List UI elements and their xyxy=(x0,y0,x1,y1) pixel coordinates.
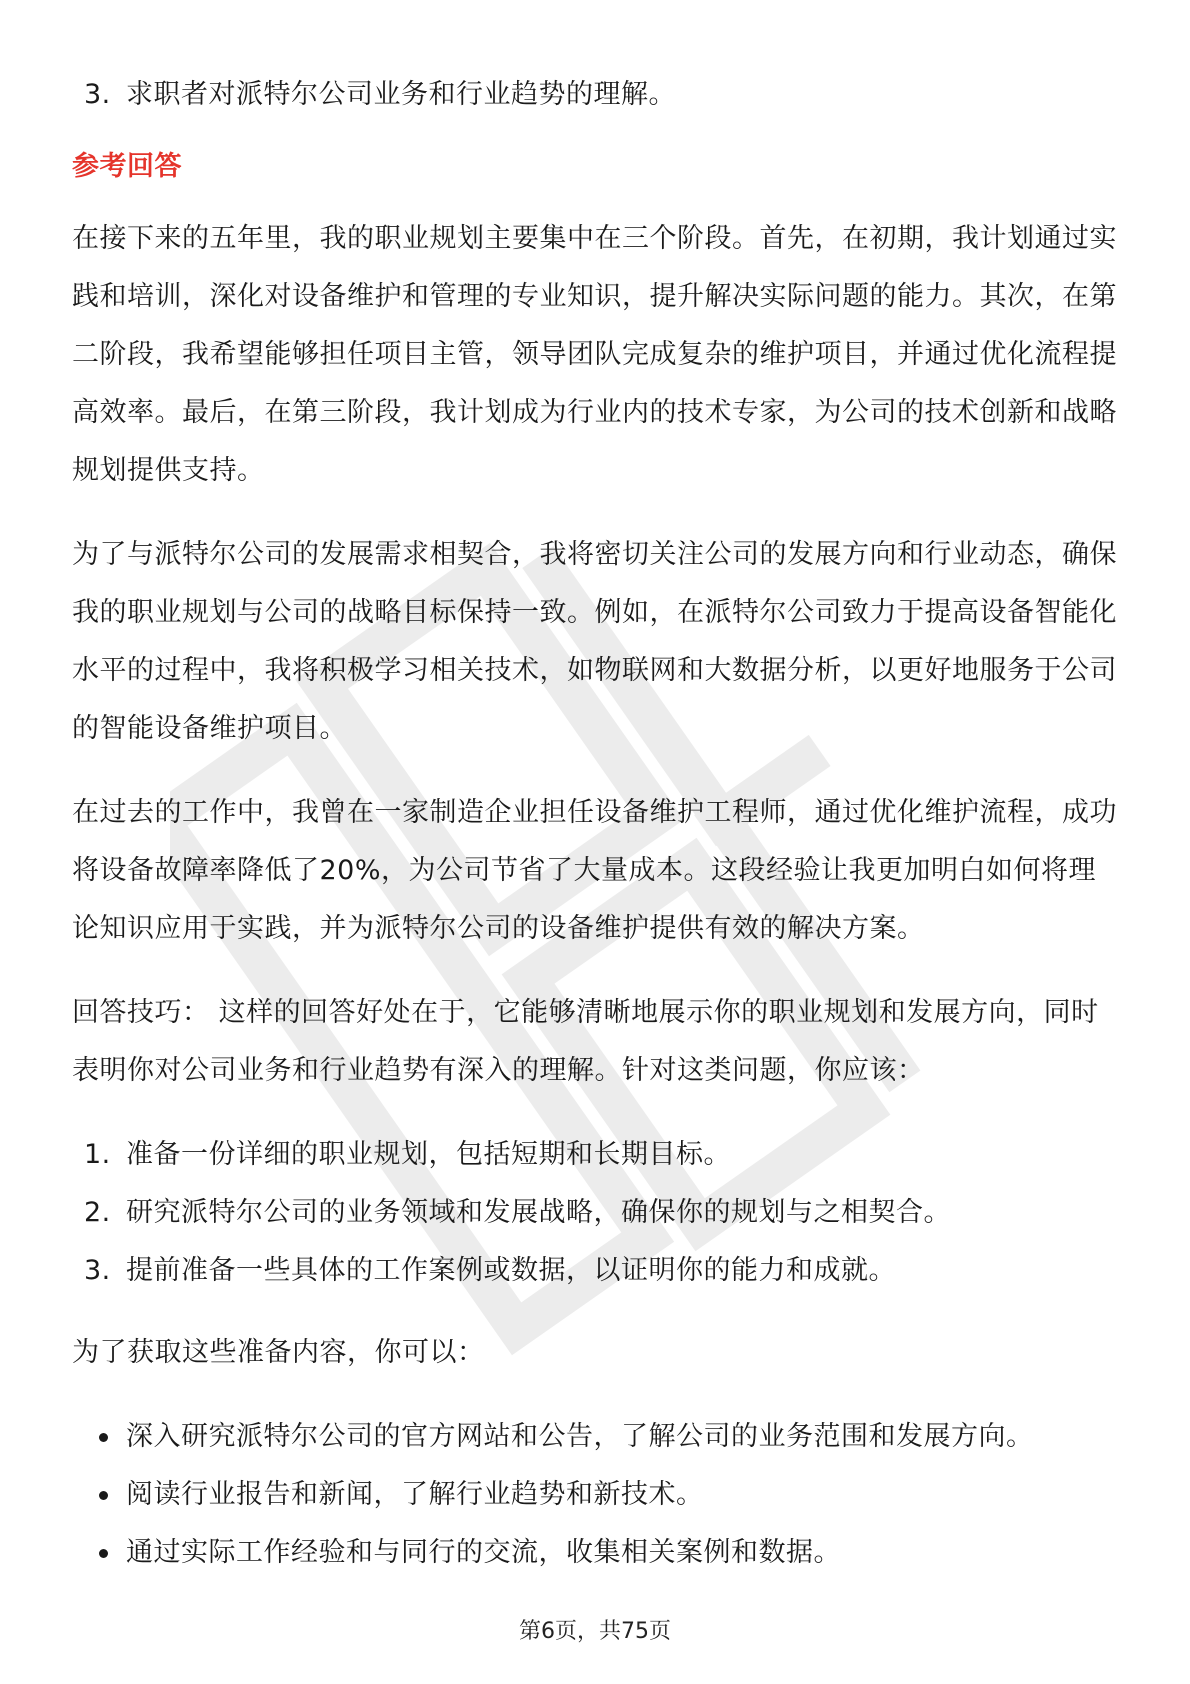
tips-numbered-list xyxy=(72,1126,1122,1300)
bullet-item xyxy=(72,1524,1122,1582)
list-item xyxy=(72,66,1122,124)
answer-paragraph-3: 在过去的工作中，我曾在一家制造企业担任设备维护工程师，通过优化维护流程，成功将设备故障率降低了20%，为公司节省了大量成本。这段经验让我更加明白如何将理论知识应用于实践，并为派特尔公司的设备维护提供有效的解决方案。 xyxy=(72,797,1117,944)
list-number: 2. xyxy=(84,1197,111,1228)
bullet-dot-icon xyxy=(99,1549,108,1558)
list-item-text: 准备一份详细的职业规划，包括短期和长期目标。 xyxy=(126,1139,731,1170)
list-item xyxy=(72,1184,1122,1242)
list-item xyxy=(72,1242,1122,1300)
bullet-dot-icon xyxy=(99,1491,108,1500)
bullet-item xyxy=(72,1466,1122,1524)
answer-paragraph-1: 在接下来的五年里，我的职业规划主要集中在三个阶段。首先，在初期，我计划通过实践和培训，深化对设备维护和管理的专业知识，提升解决实际问题的能力。其次，在第二阶段，我希望能够担任项目主管，领导团队完成复杂的维护项目，并通过优化流程提高效率。最后，在第三阶段，我计划成为行业内的技术专家，为公司的技术创新和战略规划提供支持。 xyxy=(72,223,1117,486)
bullet-dot-icon xyxy=(99,1433,108,1442)
top-numbered-list xyxy=(72,66,1122,124)
list-item xyxy=(72,1126,1122,1184)
page-footer: 第6页，共75页 xyxy=(519,1619,671,1644)
list-item-text: 提前准备一些具体的工作案例或数据，以证明你的能力和成就。 xyxy=(126,1255,896,1286)
list-number: 1. xyxy=(84,1139,111,1170)
list-number: 3. xyxy=(84,79,111,110)
bullet-list xyxy=(72,1408,1122,1582)
list-item-text: 研究派特尔公司的业务领域和发展战略，确保你的规划与之相契合。 xyxy=(126,1197,951,1228)
section-heading: 参考回答 xyxy=(72,151,182,182)
bullet-text: 通过实际工作经验和与同行的交流，收集相关案例和数据。 xyxy=(126,1537,841,1568)
answer-paragraph-2: 为了与派特尔公司的发展需求相契合，我将密切关注公司的发展方向和行业动态，确保我的职业规划与公司的战略目标保持一致。例如，在派特尔公司致力于提高设备智能化水平的过程中，我将积极学习相关技术，如物联网和大数据分析，以更好地服务于公司的智能设备维护项目。 xyxy=(72,539,1117,744)
bullet-item xyxy=(72,1408,1122,1466)
bullet-text: 深入研究派特尔公司的官方网站和公告，了解公司的业务范围和发展方向。 xyxy=(126,1421,1034,1452)
list-number: 3. xyxy=(84,1255,111,1286)
bullet-text: 阅读行业报告和新闻，了解行业趋势和新技术。 xyxy=(126,1479,704,1510)
prep-intro-text: 为了获取这些准备内容，你可以： xyxy=(72,1337,485,1368)
list-item-text: 求职者对派特尔公司业务和行业趋势的理解。 xyxy=(126,79,676,110)
main-content xyxy=(72,66,1122,1582)
answer-tips-paragraph: 回答技巧： 这样的回答好处在于，它能够清晰地展示你的职业规划和发展方向，同时表明你对公司业务和行业趋势有深入的理解。针对这类问题，你应该： xyxy=(72,997,1099,1086)
